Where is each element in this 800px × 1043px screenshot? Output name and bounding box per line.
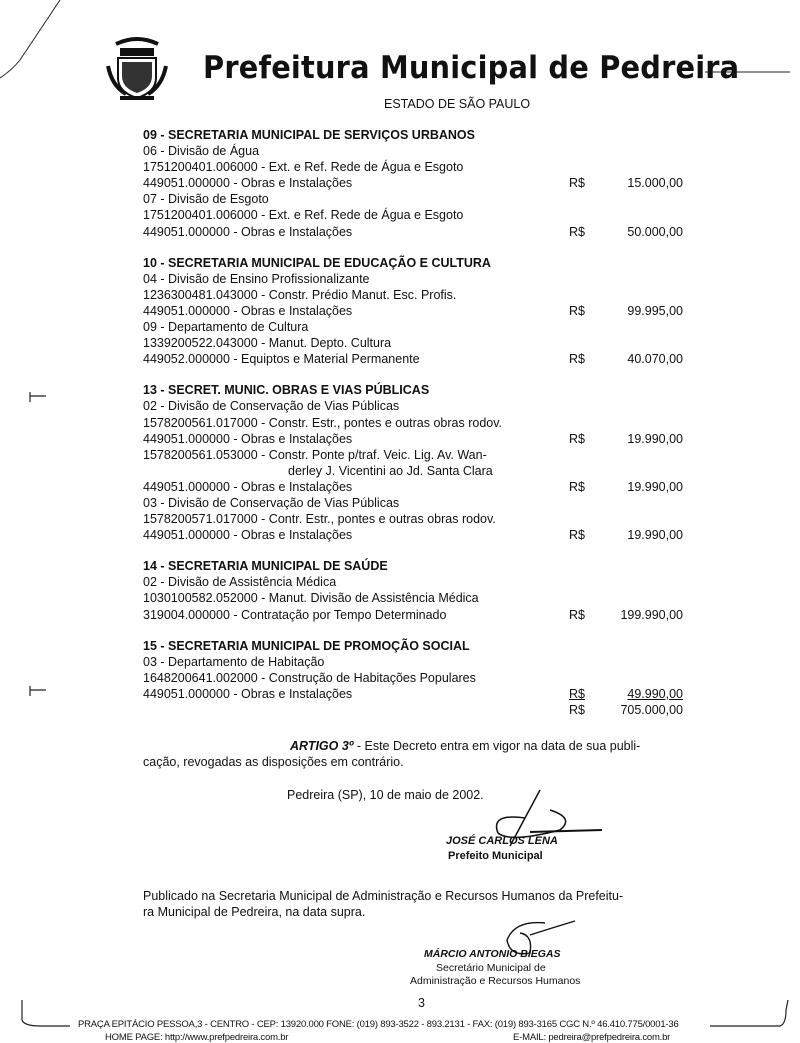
line-text: 449051.000000 - Obras e Instalações bbox=[143, 686, 353, 701]
budget-line bbox=[143, 191, 703, 207]
budget-line bbox=[143, 431, 703, 447]
budget-line bbox=[143, 398, 703, 414]
footer-address: PRAÇA EPITÁCIO PESSOA,3 - CENTRO - CEP: 13920.000 FONE: (019) 893-3522 - 893.2131 - FAX: (019) 893-3165 CGC N.º 46.410.775/0001-36 bbox=[78, 1019, 679, 1030]
amount-value: 15.000,00 bbox=[627, 176, 683, 191]
budget-line bbox=[143, 495, 703, 511]
budget-section bbox=[143, 638, 703, 718]
budget-line bbox=[143, 574, 703, 590]
budget-line bbox=[143, 159, 703, 175]
section-heading: 14 - SECRETARIA MUNICIPAL DE SAÚDE bbox=[143, 559, 388, 574]
budget-line bbox=[143, 207, 703, 223]
line-text: 449052.000000 - Equiptos e Material Permanente bbox=[143, 352, 420, 367]
line-text: 06 - Divisão de Água bbox=[143, 144, 260, 159]
budget-sections bbox=[143, 127, 703, 733]
budget-line bbox=[143, 479, 703, 495]
total-row bbox=[143, 702, 703, 718]
budget-section bbox=[143, 255, 703, 368]
budget-line bbox=[143, 224, 703, 240]
line-text: 03 - Divisão de Conservação de Vias Públicas bbox=[143, 495, 400, 510]
budget-line bbox=[143, 463, 703, 479]
municipal-crest-logo bbox=[106, 36, 168, 102]
date-line: Pedreira (SP), 10 de maio de 2002. bbox=[287, 788, 484, 802]
budget-line bbox=[143, 303, 703, 319]
signer2-name: MÁRCIO ANTONIO BIEGAS bbox=[424, 948, 561, 960]
budget-line bbox=[143, 335, 703, 351]
currency-symbol: R$ bbox=[569, 176, 585, 191]
amount-value: 19.990,00 bbox=[627, 431, 683, 446]
budget-line bbox=[143, 319, 703, 335]
signer1-name: JOSÉ CARLOS LENA bbox=[446, 835, 558, 847]
line-text: 1751200401.006000 - Ext. e Ref. Rede de Água e Esgoto bbox=[143, 160, 464, 175]
footer-email[interactable]: E-MAIL: pedreira@prefpedreira.com.br bbox=[513, 1032, 671, 1043]
currency-symbol: R$ bbox=[569, 686, 585, 701]
page-title: Prefeitura Municipal de Pedreira bbox=[203, 50, 740, 86]
section-heading: 13 - SECRET. MUNIC. OBRAS E VIAS PÚBLICAS bbox=[143, 383, 430, 398]
budget-line bbox=[143, 287, 703, 303]
line-text: 02 - Divisão de Conservação de Vias Públicas bbox=[143, 399, 400, 414]
line-text: 04 - Divisão de Ensino Profissionalizante bbox=[143, 271, 370, 286]
line-text: 1236300481.043000 - Constr. Prédio Manut. Esc. Profis. bbox=[143, 287, 457, 302]
budget-line bbox=[143, 351, 703, 367]
line-text: 449051.000000 - Obras e Instalações bbox=[143, 303, 353, 318]
signer2-role-2: Administração e Recursos Humanos bbox=[410, 975, 581, 987]
budget-line bbox=[143, 271, 703, 287]
article-label: ARTIGO 3º bbox=[290, 739, 354, 753]
budget-line bbox=[143, 527, 703, 543]
budget-line bbox=[143, 670, 703, 686]
footer-homepage[interactable]: HOME PAGE: http://www.prefpedreira.com.br bbox=[105, 1032, 289, 1043]
page-number: 3 bbox=[418, 996, 425, 1010]
line-text: 449051.000000 - Obras e Instalações bbox=[143, 431, 353, 446]
line-text: 1648200641.002000 - Construção de Habitações Populares bbox=[143, 670, 476, 685]
line-text: 09 - Departamento de Cultura bbox=[143, 320, 309, 335]
amount-value: 19.990,00 bbox=[627, 479, 683, 494]
currency-symbol: R$ bbox=[569, 479, 585, 494]
line-text: 319004.000000 - Contratação por Tempo Determinado bbox=[143, 607, 447, 622]
budget-line bbox=[143, 607, 703, 623]
budget-section bbox=[143, 558, 703, 622]
line-text: 449051.000000 - Obras e Instalações bbox=[143, 224, 353, 239]
line-text: 1578200571.017000 - Contr. Estr., pontes e outras obras rodov. bbox=[143, 512, 496, 527]
budget-section bbox=[143, 127, 703, 240]
section-heading: 15 - SECRETARIA MUNICIPAL DE PROMOÇÃO SOCIAL bbox=[143, 638, 470, 653]
budget-line bbox=[143, 511, 703, 527]
line-text: 449051.000000 - Obras e Instalações bbox=[143, 479, 353, 494]
article-text-1: - Este Decreto entra em vigor na data de sua publi- bbox=[353, 739, 641, 753]
state-subtitle: ESTADO DE SÃO PAULO bbox=[384, 97, 531, 111]
line-text: 03 - Departamento de Habitação bbox=[143, 654, 325, 669]
budget-section bbox=[143, 382, 703, 543]
article-paragraph bbox=[290, 739, 640, 753]
publication-line-1: Publicado na Secretaria Municipal de Administração e Recursos Humanos da Prefeitu- bbox=[143, 889, 624, 903]
currency-symbol: R$ bbox=[569, 703, 585, 717]
line-text: derley J. Vicentini ao Jd. Santa Clara bbox=[288, 463, 493, 478]
signer1-role: Prefeito Municipal bbox=[448, 850, 543, 862]
line-text: 1578200561.017000 - Constr. Estr., pontes e outras obras rodov. bbox=[143, 415, 503, 430]
section-heading: 09 - SECRETARIA MUNICIPAL DE SERVIÇOS URBANOS bbox=[143, 128, 475, 142]
line-text: 1030100582.052000 - Manut. Divisão de Assistência Médica bbox=[143, 591, 479, 606]
line-text: 1751200401.006000 - Ext. e Ref. Rede de Água e Esgoto bbox=[143, 208, 464, 223]
amount-value: 99.995,00 bbox=[627, 303, 683, 318]
currency-symbol: R$ bbox=[569, 352, 585, 367]
line-text: 02 - Divisão de Assistência Médica bbox=[143, 575, 337, 590]
amount-value: 19.990,00 bbox=[627, 528, 683, 543]
amount-value: 49.990,00 bbox=[627, 686, 683, 701]
budget-line bbox=[143, 447, 703, 463]
publication-line-2: ra Municipal de Pedreira, na data supra. bbox=[143, 905, 366, 919]
amount-value: 199.990,00 bbox=[620, 607, 683, 622]
article-text-2: cação, revogadas as disposições em contrário. bbox=[143, 755, 404, 769]
line-text: 1578200561.053000 - Constr. Ponte p/traf. Veic. Lig. Av. Wan- bbox=[143, 447, 487, 462]
line-text: 1339200522.043000 - Manut. Depto. Cultura bbox=[143, 336, 392, 351]
amount-value: 705.000,00 bbox=[620, 703, 683, 717]
budget-line bbox=[143, 654, 703, 670]
line-text: 07 - Divisão de Esgoto bbox=[143, 192, 269, 207]
budget-line bbox=[143, 143, 703, 159]
budget-line bbox=[143, 415, 703, 431]
currency-symbol: R$ bbox=[569, 431, 585, 446]
currency-symbol: R$ bbox=[569, 303, 585, 318]
line-text: 449051.000000 - Obras e Instalações bbox=[143, 176, 353, 191]
budget-line bbox=[143, 590, 703, 606]
currency-symbol: R$ bbox=[569, 528, 585, 543]
amount-value: 50.000,00 bbox=[627, 224, 683, 239]
currency-symbol: R$ bbox=[569, 607, 585, 622]
currency-symbol: R$ bbox=[569, 224, 585, 239]
section-heading: 10 - SECRETARIA MUNICIPAL DE EDUCAÇÃO E CULTURA bbox=[143, 255, 491, 270]
amount-value: 40.070,00 bbox=[627, 352, 683, 367]
signer2-role-1: Secretário Municipal de bbox=[436, 962, 546, 974]
budget-line bbox=[143, 175, 703, 191]
budget-line bbox=[143, 686, 703, 702]
line-text: 449051.000000 - Obras e Instalações bbox=[143, 528, 353, 543]
